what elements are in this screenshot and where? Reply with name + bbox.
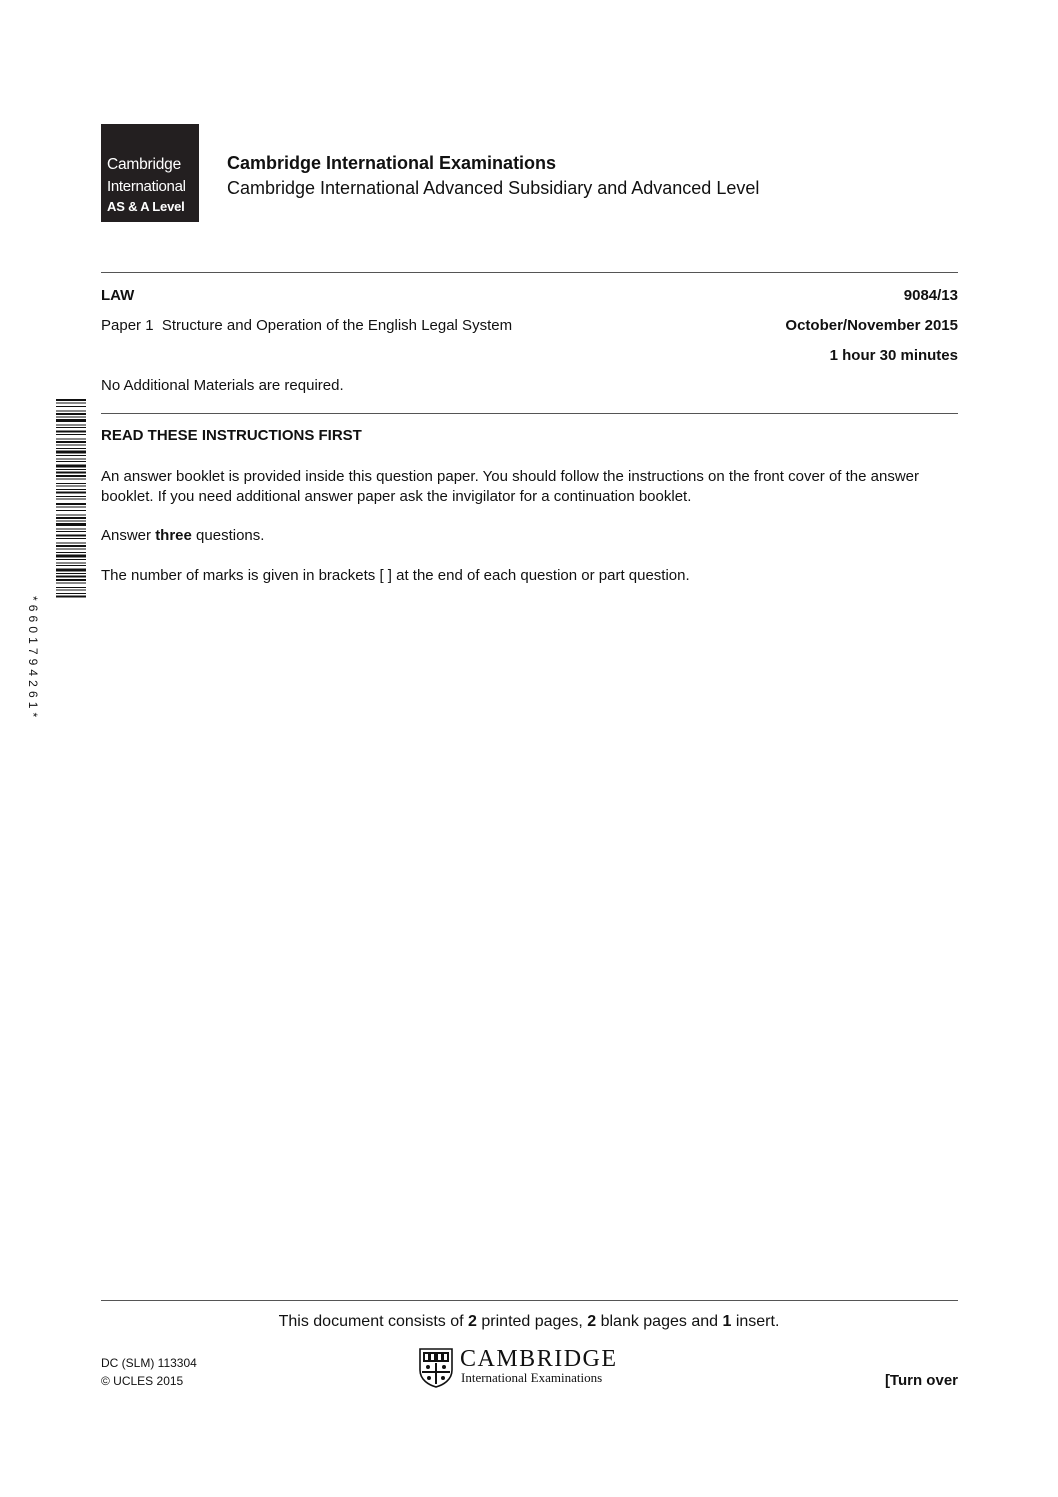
materials-note: No Additional Materials are required.	[101, 377, 344, 394]
barcode	[38, 399, 86, 599]
paper-code: 9084/13	[903, 287, 958, 304]
instructions-p2-text-a: Answer	[101, 527, 156, 544]
subject-title: LAW	[101, 287, 135, 304]
cambridge-logo	[101, 124, 199, 222]
org-title: Cambridge International Examinations	[227, 153, 557, 173]
footer-note-a: This document consists of	[278, 1313, 469, 1330]
page-count-note	[0, 1313, 1058, 1331]
footer-note-b: 2	[468, 1313, 477, 1330]
logo-line-1: Cambridge	[107, 156, 182, 173]
instructions-paragraph-3: The number of marks is given in brackets [ ] at the end of each question or part question.	[101, 567, 690, 584]
footer-note-c: printed pages,	[476, 1313, 588, 1330]
instructions-p2-bold: three	[155, 527, 192, 544]
logo-line-3: AS & A Level	[107, 199, 185, 214]
cambridge-wordmark: CAMBRIDGE	[460, 1346, 618, 1372]
document-reference: DC (SLM) 113304	[101, 1356, 197, 1370]
instructions-heading: READ THESE INSTRUCTIONS FIRST	[101, 427, 362, 444]
header-divider	[101, 272, 958, 273]
instructions-paragraph-2	[101, 526, 961, 546]
exam-session: October/November 2015	[785, 317, 958, 334]
footer-note-e: blank pages and	[596, 1313, 723, 1330]
turn-over-label: [Turn over	[884, 1372, 958, 1389]
crest-icon	[419, 1348, 453, 1388]
instructions-p2-text-b: questions.	[191, 527, 265, 544]
instructions-divider	[101, 413, 958, 414]
paper-name: Paper 1 Structure and Operation of the English Legal System	[101, 317, 513, 334]
footer-divider	[101, 1300, 958, 1301]
footer-note-f: 1	[722, 1313, 732, 1330]
exam-duration: 1 hour 30 minutes	[829, 347, 958, 364]
instructions-paragraph-1: An answer booklet is provided inside this question paper. You should follow the instructions on the front cover of the answer booklet. If you need additional answer paper ask the invigilator for a continuation booklet.	[101, 468, 919, 505]
logo-line-2: International	[107, 178, 186, 195]
org-subtitle: Cambridge International Advanced Subsidiary and Advanced Level	[227, 178, 760, 198]
footer-note-d: 2	[587, 1313, 597, 1330]
footer-note-g: insert.	[731, 1313, 780, 1330]
copyright-text: © UCLES 2015	[101, 1374, 184, 1388]
barcode-digits: *6601794261*	[26, 596, 40, 722]
cambridge-subtitle: International Examinations	[461, 1370, 603, 1385]
